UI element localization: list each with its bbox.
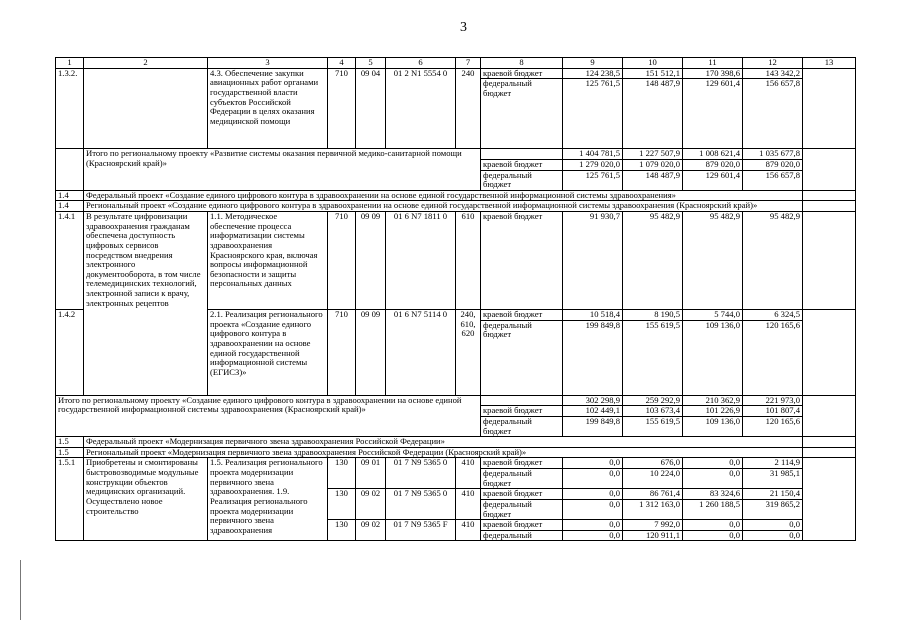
value-cell: 676,0 bbox=[623, 458, 683, 469]
value-cell: 109 136,0 bbox=[683, 320, 743, 395]
value-cell: 120 165,6 bbox=[743, 416, 803, 436]
section-row bbox=[56, 190, 856, 201]
source-cell: федеральный бюджет bbox=[481, 79, 563, 149]
result-cell bbox=[84, 68, 208, 149]
result-cell: Приобретены и смонтированы быстровозводимые модульные конструкции объектов медицинских организаций. Осуществлено новое строительство bbox=[84, 458, 208, 541]
grbs-code: 130 bbox=[328, 520, 356, 541]
value-cell: 0,0 bbox=[563, 489, 623, 500]
value-cell: 319 865,2 bbox=[743, 499, 803, 519]
section-title: Региональный проект «Создание единого цифрового контура в здравоохранении на основе единой государственной информационной системы здравоохранения (Красноярский край)» bbox=[84, 201, 803, 212]
value-cell: 120 165,6 bbox=[743, 320, 803, 395]
section-code: 09 01 bbox=[356, 458, 386, 489]
source-cell: федеральный бюджет bbox=[481, 320, 563, 395]
value-cell: 148 487,9 bbox=[623, 170, 683, 190]
empty-cell bbox=[803, 190, 856, 201]
value-cell: 5 744,0 bbox=[683, 310, 743, 321]
value-cell: 302 298,9 bbox=[563, 395, 623, 406]
source-cell: краевой бюджет bbox=[481, 68, 563, 79]
value-cell: 83 324,6 bbox=[683, 489, 743, 500]
grbs-code: 710 bbox=[328, 68, 356, 149]
value-cell: 0,0 bbox=[683, 469, 743, 489]
value-cell: 155 619,5 bbox=[623, 416, 683, 436]
result-cell: В результате цифровизации здравоохранения гражданам обеспечена доступность цифровых сервисов посредством внедрения электронного документооборота, в том числе телемедицинских технологий, электронной записи к врачу, электронных рецептов bbox=[84, 212, 208, 396]
row-number: 1.4 bbox=[56, 190, 84, 201]
grbs-code: 130 bbox=[328, 458, 356, 489]
value-cell: 129 601,4 bbox=[683, 79, 743, 149]
budget-table bbox=[55, 57, 856, 541]
value-cell: 151 512,1 bbox=[623, 68, 683, 79]
section-title: Федеральный проект «Модернизация первичного звена здравоохранения Российской Федерации» bbox=[84, 437, 803, 448]
value-cell: 0,0 bbox=[743, 520, 803, 531]
header-cell: 1 bbox=[56, 58, 84, 69]
source-cell: краевой бюджет bbox=[481, 458, 563, 469]
empty-cell bbox=[803, 437, 856, 448]
section-code: 09 04 bbox=[356, 68, 386, 149]
row-number: 1.5 bbox=[56, 437, 84, 448]
target-code: 01 7 N9 5365 0 bbox=[386, 458, 456, 489]
source-cell: федеральный бюджет bbox=[481, 170, 563, 190]
value-cell: 0,0 bbox=[563, 458, 623, 469]
value-cell: 1 279 020,0 bbox=[563, 159, 623, 170]
row-number: 1.4.1 bbox=[56, 212, 84, 310]
value-cell: 0,0 bbox=[683, 520, 743, 531]
value-cell: 109 136,0 bbox=[683, 416, 743, 436]
empty-cell bbox=[803, 447, 856, 458]
row-number: 1.5 bbox=[56, 447, 84, 458]
source-cell bbox=[481, 149, 563, 160]
header-cell: 7 bbox=[456, 58, 481, 69]
measure-cell: 4.3. Обеспечение закупки авиационных работ органами государственной власти субъектов Российской Федерации в целях оказания медицинской помощи bbox=[208, 68, 328, 149]
grbs-code: 710 bbox=[328, 310, 356, 396]
section-row bbox=[56, 437, 856, 448]
header-cell: 13 bbox=[803, 58, 856, 69]
source-cell bbox=[481, 395, 563, 406]
value-cell: 6 324,5 bbox=[743, 310, 803, 321]
value-cell: 8 190,5 bbox=[623, 310, 683, 321]
value-cell: 1 079 020,0 bbox=[623, 159, 683, 170]
value-cell: 259 292,9 bbox=[623, 395, 683, 406]
value-cell: 7 992,0 bbox=[623, 520, 683, 531]
value-cell: 879 020,0 bbox=[683, 159, 743, 170]
header-cell: 4 bbox=[328, 58, 356, 69]
value-cell: 148 487,9 bbox=[623, 79, 683, 149]
value-cell: 86 761,4 bbox=[623, 489, 683, 500]
header-cell: 2 bbox=[84, 58, 208, 69]
header-cell: 8 bbox=[481, 58, 563, 69]
empty-cell bbox=[803, 395, 856, 437]
empty-cell bbox=[803, 149, 856, 191]
source-cell: федеральный бюджет bbox=[481, 416, 563, 436]
target-code: 01 7 N9 5365 0 bbox=[386, 489, 456, 520]
value-cell: 199 849,8 bbox=[563, 320, 623, 395]
value-cell: 10 518,4 bbox=[563, 310, 623, 321]
row-number: 1.3.2. bbox=[56, 68, 84, 149]
scan-edge-line bbox=[20, 560, 21, 620]
value-cell: 1 312 163,0 bbox=[623, 499, 683, 519]
expense-code: 410 bbox=[456, 489, 481, 520]
empty-cell bbox=[803, 310, 856, 396]
header-cell: 10 bbox=[623, 58, 683, 69]
value-cell: 10 224,0 bbox=[623, 469, 683, 489]
value-cell: 103 673,4 bbox=[623, 406, 683, 417]
table-row bbox=[56, 68, 856, 79]
value-cell: 129 601,4 bbox=[683, 170, 743, 190]
value-cell: 156 657,8 bbox=[743, 170, 803, 190]
value-cell: 210 362,9 bbox=[683, 395, 743, 406]
source-cell: краевой бюджет bbox=[481, 489, 563, 500]
empty-cell bbox=[803, 201, 856, 212]
header-cell: 12 bbox=[743, 58, 803, 69]
value-cell: 91 930,7 bbox=[563, 212, 623, 310]
value-cell: 31 985,1 bbox=[743, 469, 803, 489]
source-cell: краевой бюджет bbox=[481, 520, 563, 531]
value-cell: 1 404 781,5 bbox=[563, 149, 623, 160]
value-cell: 101 226,9 bbox=[683, 406, 743, 417]
empty-cell bbox=[56, 149, 84, 191]
expense-code: 410 bbox=[456, 520, 481, 541]
target-code: 01 6 N7 5114 0 bbox=[386, 310, 456, 396]
row-number: 1.4.2 bbox=[56, 310, 84, 396]
value-cell: 155 619,5 bbox=[623, 320, 683, 395]
value-cell: 120 911,1 bbox=[623, 530, 683, 541]
empty-cell bbox=[803, 458, 856, 541]
value-cell: 0,0 bbox=[563, 469, 623, 489]
source-cell: краевой бюджет bbox=[481, 406, 563, 417]
header-cell: 6 bbox=[386, 58, 456, 69]
value-cell: 1 260 188,5 bbox=[683, 499, 743, 519]
value-cell: 1 035 677,8 bbox=[743, 149, 803, 160]
value-cell: 0,0 bbox=[683, 530, 743, 541]
header-cell: 3 bbox=[208, 58, 328, 69]
header-cell: 11 bbox=[683, 58, 743, 69]
value-cell: 102 449,1 bbox=[563, 406, 623, 417]
total-row bbox=[56, 395, 856, 406]
value-cell: 199 849,8 bbox=[563, 416, 623, 436]
section-row bbox=[56, 447, 856, 458]
value-cell: 0,0 bbox=[563, 499, 623, 519]
section-code: 09 02 bbox=[356, 489, 386, 520]
value-cell: 1 008 621,4 bbox=[683, 149, 743, 160]
section-code: 09 02 bbox=[356, 520, 386, 541]
table-header-row bbox=[56, 58, 856, 69]
value-cell: 0,0 bbox=[683, 458, 743, 469]
value-cell: 156 657,8 bbox=[743, 79, 803, 149]
expense-code: 610 bbox=[456, 212, 481, 310]
total-label: Итого по региональному проекту «Развитие системы оказания первичной медико-санитарной помощи (Красноярский край)» bbox=[84, 149, 481, 191]
source-cell: краевой бюджет bbox=[481, 159, 563, 170]
section-row bbox=[56, 201, 856, 212]
target-code: 01 7 N9 5365 F bbox=[386, 520, 456, 541]
section-title: Федеральный проект «Создание единого цифрового контура в здравоохранении на основе единой государственной информационной системы здравоохранения» bbox=[84, 190, 803, 201]
value-cell: 143 342,2 bbox=[743, 68, 803, 79]
grbs-code: 130 bbox=[328, 489, 356, 520]
source-cell: краевой бюджет bbox=[481, 212, 563, 310]
value-cell: 101 807,4 bbox=[743, 406, 803, 417]
table-row bbox=[56, 458, 856, 469]
target-code: 01 2 N1 5554 0 bbox=[386, 68, 456, 149]
section-code: 09 09 bbox=[356, 310, 386, 396]
total-label: Итого по региональному проекту «Создание единого цифрового контура в здравоохранении на основе единой государственной информационной системы здравоохранения (Красноярский край)» bbox=[56, 395, 481, 437]
value-cell: 124 238,5 bbox=[563, 68, 623, 79]
value-cell: 2 114,9 bbox=[743, 458, 803, 469]
value-cell: 0,0 bbox=[563, 520, 623, 531]
value-cell: 879 020,0 bbox=[743, 159, 803, 170]
value-cell: 95 482,9 bbox=[743, 212, 803, 310]
source-cell: федеральный бюджет bbox=[481, 499, 563, 519]
expense-code: 240 bbox=[456, 68, 481, 149]
source-cell: федеральный бюджет bbox=[481, 469, 563, 489]
row-number: 1.5.1 bbox=[56, 458, 84, 541]
value-cell: 0,0 bbox=[743, 530, 803, 541]
value-cell: 125 761,5 bbox=[563, 170, 623, 190]
measure-cell: 1.1. Методическое обеспечение процесса информатизации системы здравоохранения Красноярского края, включая вопросы информационной безопасности и защиты персональных данных bbox=[208, 212, 328, 310]
header-cell: 9 bbox=[563, 58, 623, 69]
expense-code: 410 bbox=[456, 458, 481, 489]
grbs-code: 710 bbox=[328, 212, 356, 310]
value-cell: 1 227 507,9 bbox=[623, 149, 683, 160]
table-row bbox=[56, 212, 856, 310]
value-cell: 170 398,6 bbox=[683, 68, 743, 79]
value-cell: 21 150,4 bbox=[743, 489, 803, 500]
section-title: Региональный проект «Модернизация первичного звена здравоохранения Российской Федерации (Красноярский край)» bbox=[84, 447, 803, 458]
value-cell: 125 761,5 bbox=[563, 79, 623, 149]
row-number: 1.4 bbox=[56, 201, 84, 212]
value-cell: 95 482,9 bbox=[683, 212, 743, 310]
total-row bbox=[56, 149, 856, 160]
measure-cell: 2.1. Реализация регионального проекта «Создание единого цифрового контура в здравоохранении на основе единой государственной информационной системы (ЕГИСЗ)» bbox=[208, 310, 328, 396]
source-cell: федеральный bbox=[481, 530, 563, 541]
measure-cell: 1.5. Реализация регионального проекта модернизации первичного звена здравоохранения. 1.9. Реализация регионального проекта модернизации первичного звена здравоохранения bbox=[208, 458, 328, 541]
value-cell: 0,0 bbox=[563, 530, 623, 541]
header-cell: 5 bbox=[356, 58, 386, 69]
value-cell: 221 973,0 bbox=[743, 395, 803, 406]
target-code: 01 6 N7 1811 0 bbox=[386, 212, 456, 310]
source-cell: краевой бюджет bbox=[481, 310, 563, 321]
empty-cell bbox=[803, 212, 856, 310]
page-number: 3 bbox=[460, 20, 467, 35]
expense-code: 240, 610, 620 bbox=[456, 310, 481, 396]
empty-cell bbox=[803, 68, 856, 149]
value-cell: 95 482,9 bbox=[623, 212, 683, 310]
section-code: 09 09 bbox=[356, 212, 386, 310]
